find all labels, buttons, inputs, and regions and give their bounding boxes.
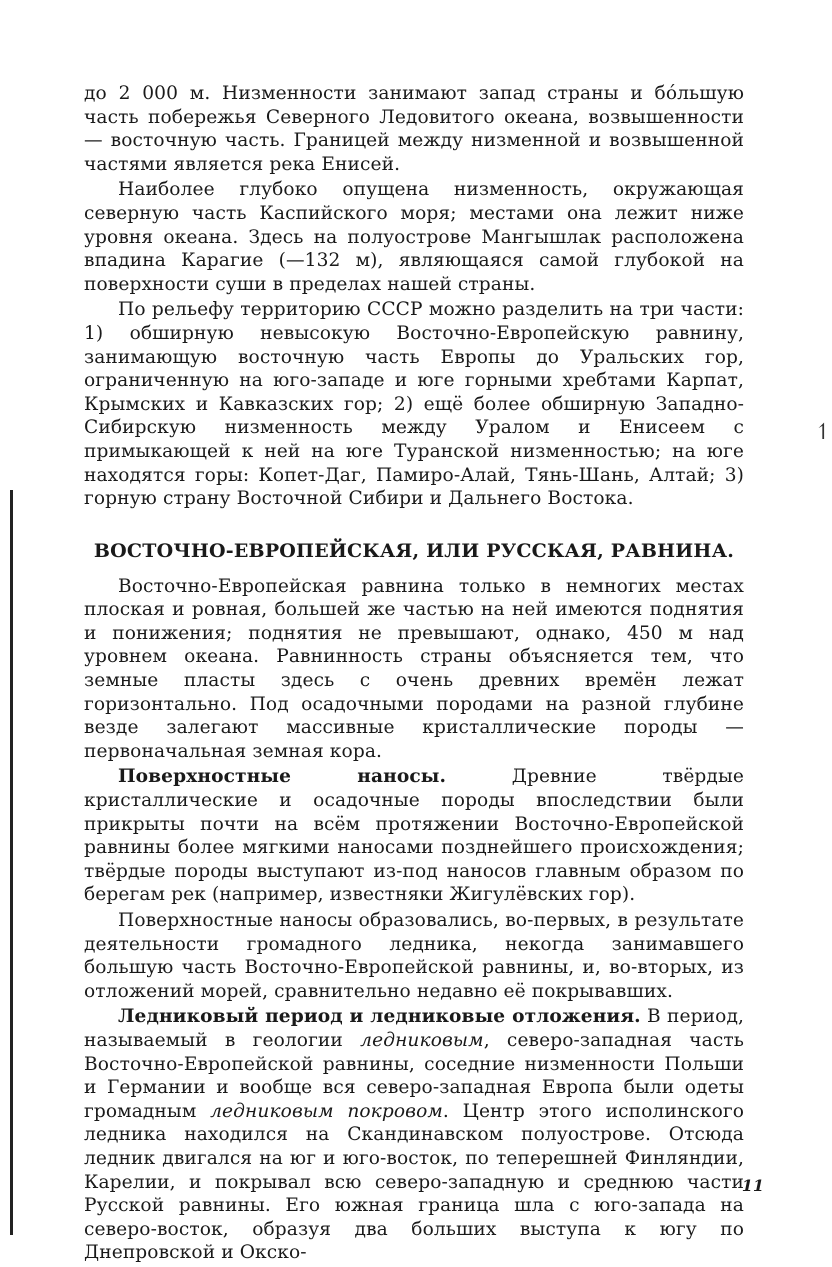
section-heading: ВОСТОЧНО-ЕВРОПЕЙСКАЯ, ИЛИ РУССКАЯ, РАВНИНА. — [93, 539, 735, 562]
paragraph-glacial-period — [84, 1005, 744, 1265]
paragraph-lowlands: до 2 000 м. Низменности занимают запад страны и бо́льшую часть побережья Северного Ледовитого океана, возвышенности — восточную часть. Границей между низменной и возвышенной частями является река Енисей. — [84, 83, 744, 175]
paragraph-plain-description: Восточно-Европейская равнина только в немногих местах плоская и ровная, большей же частью на ней имеются поднятия и понижения; поднятия не превышают, однако, 450 м над уровнем океана. Равнинность страны объясняется тем, что земные пласты здесь с очень древних времён лежат горизонтально. Под осадочными породами на разной глубине везде залегают массивные кристаллические породы — первоначальная земная кора. — [84, 575, 744, 762]
glacial-text-3: . Центр этого исполинского ледника находился на Скандинавском полуострове. Отсюда ледник двигался на юг и юго-восток, по теперешней Финляндии, Карелии, и покрывал всю северо-западную и среднюю части Русской равнины. Его южная граница шла с юго-запада на северо-восток, образуя два больших выступа к югу по Днепровской и Окско- — [84, 1100, 744, 1264]
paragraph-deposits-origin: Поверхностные наносы образовались, во-первых, в результате деятельности громадного ледника, некогда занимавшего большую часть Восточно-Европейской равнины, и, во-вторых, из отложений морей, сравнительно недавно её покрывавших. — [84, 910, 744, 1002]
paragraph-relief-parts: По рельефу территорию СССР можно разделить на три части: 1) обширную невысокую Восточно-Европейскую равнину, занимающую восточную часть Европы до Уральских гор, ограниченную на юго-западе и юге горными хребтами Карпат, Крымских и Кавказских гор; 2) ещё более обширную Западно-Сибирскую низменность между Уралом и Енисеем с примыкающей к ней на юге Туранской низменностью; на юге находятся горы: Копет-Даг, Памиро-Алай, Тянь-Шань, Алтай; 3) горную страну Восточной Сибири и Дальнего Востока. — [84, 299, 744, 510]
book-page-text — [84, 82, 744, 1267]
glacial-italic-2: ледниковым покровом — [210, 1100, 443, 1122]
glacial-period-heading: Ледниковый период и ледниковые отложения. — [118, 1006, 641, 1028]
scan-margin-mark: ↿ — [814, 420, 832, 445]
page-number: 11 — [741, 1176, 764, 1195]
surface-deposits-text: Древние твёрдые кристаллические и осадочные породы впоследствии были прикрыты почти на всём протяжении Восточно-Европейской равнины более мягкими наносами позднейшего происхождения; твёрдые породы выступают из-под наносов главным образом по берегам рек (например, известняки Жигулёвских гор). — [84, 766, 744, 906]
scan-margin-rule — [10, 490, 13, 1235]
glacial-text-1: В период, называемый в геологии — [84, 1006, 745, 1051]
paragraph-caspian: Наиболее глубоко опущена низменность, окружающая северную часть Каспийского моря; местами она лежит ниже уровня океана. Здесь на полуострове Мангышлак расположена впадина Карагие (—132 м), являющаяся самой глубокой на поверхности суши в пределах нашей страны. — [84, 179, 744, 295]
surface-deposits-heading: Поверхностные наносы. — [118, 766, 447, 788]
glacial-italic-1: ледниковым — [360, 1029, 484, 1051]
glacial-text-2: , северо-западная часть Восточно-Европейской равнины, соседние низменности Польши и Германии и вообще вся северо-западная Европа были одеты громадным — [84, 1029, 744, 1122]
paragraph-surface-deposits — [84, 765, 744, 907]
